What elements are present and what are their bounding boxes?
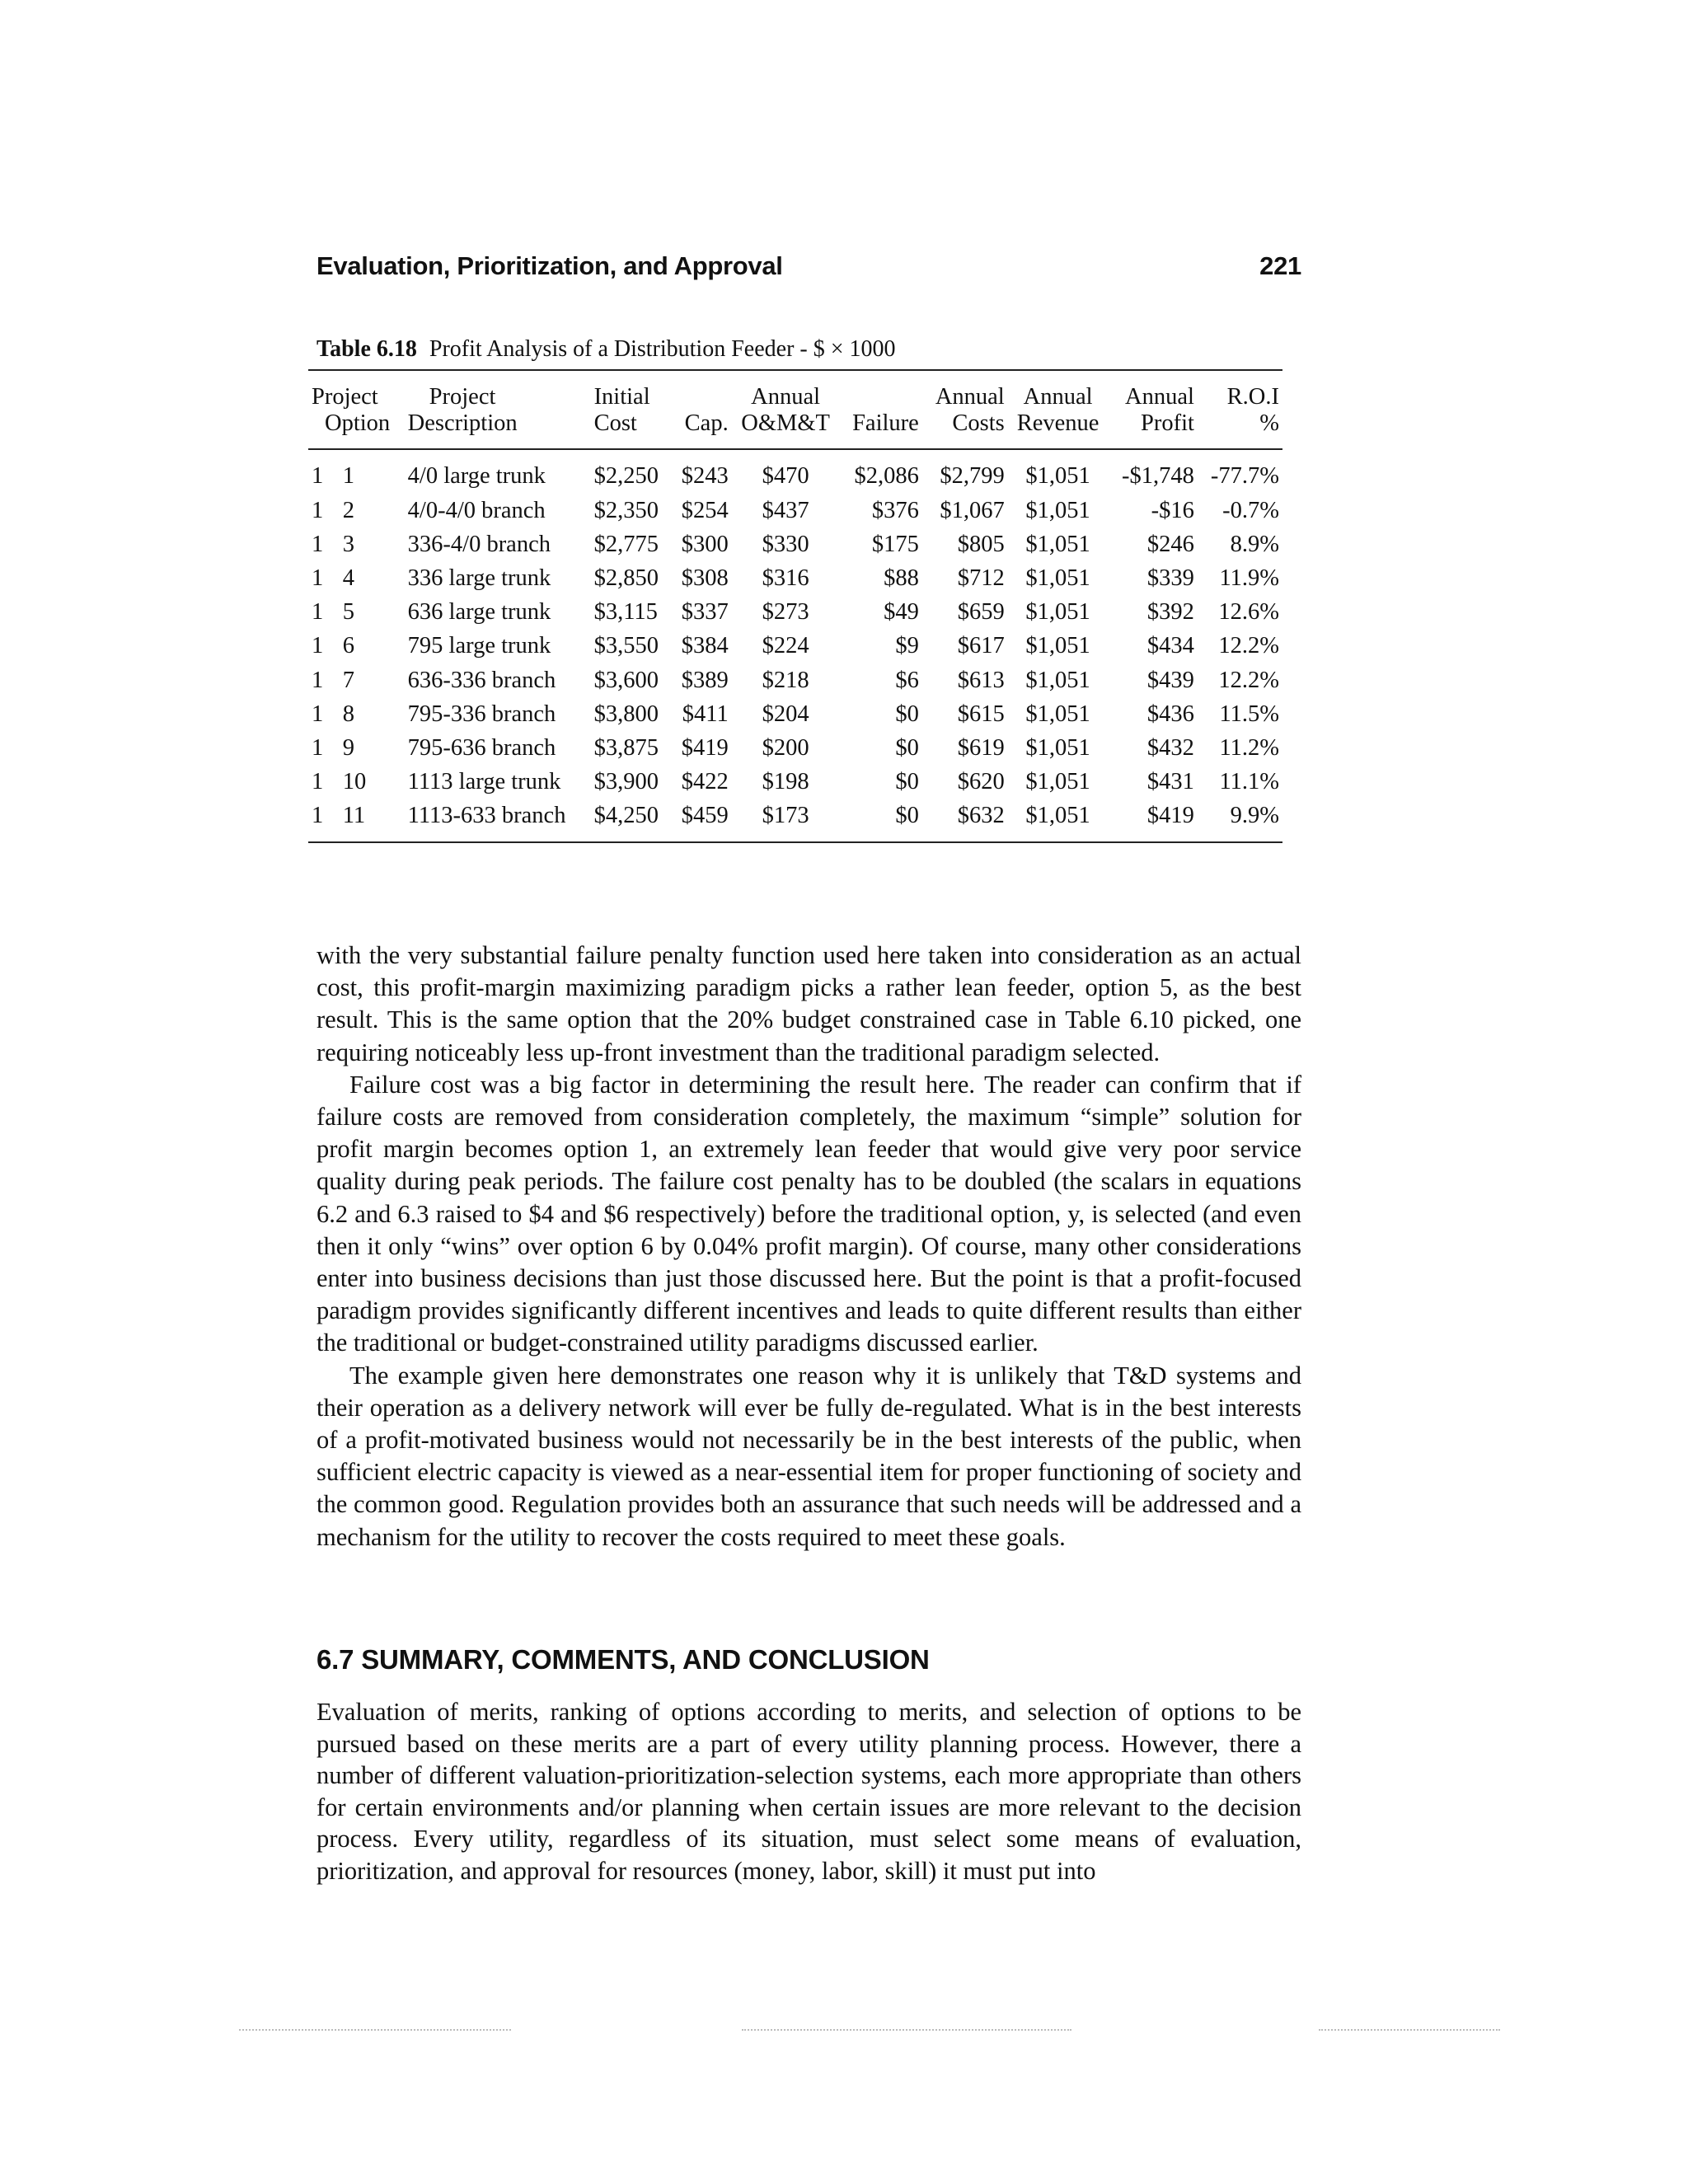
cell-omt: $273 — [762, 599, 809, 626]
table-header-row-bottom — [308, 410, 1282, 449]
header-annual-costs: Annual — [922, 370, 1008, 410]
cell-failure: $0 — [895, 701, 919, 727]
cell-initial-cost: $3,800 — [593, 701, 659, 727]
cell-cap: $337 — [681, 599, 729, 626]
cell-description: 4/0 large trunk — [407, 463, 546, 490]
profit-analysis-table — [308, 369, 1282, 843]
cell-description: 1113-633 branch — [405, 799, 591, 841]
header-failure — [839, 370, 921, 410]
header-initial-cost: Initial — [591, 370, 672, 410]
table-row — [308, 664, 1282, 698]
cell-option: 5 — [342, 599, 354, 626]
cell-costs: $632 — [922, 799, 1008, 841]
cell-revenue: $1,051 — [1025, 667, 1090, 693]
cell-project: 1 — [312, 463, 324, 490]
cell-failure: $175 — [871, 531, 919, 557]
cell-omt: $224 — [762, 633, 809, 659]
cell-roi: 11.9% — [1219, 565, 1279, 592]
cell-costs: $712 — [957, 565, 1005, 592]
cell-option: 8 — [342, 701, 354, 727]
cell-failure: $0 — [839, 799, 921, 841]
cell-costs: $617 — [957, 633, 1005, 659]
cell-project: 1 — [312, 497, 324, 523]
cell-revenue: $1,051 — [1008, 799, 1109, 841]
cell-costs: $615 — [957, 701, 1005, 727]
cell-profit: $339 — [1146, 565, 1194, 592]
scan-artifact-center — [742, 2029, 1071, 2032]
running-head — [316, 251, 1301, 281]
cell-option: 2 — [342, 497, 354, 523]
header-project-description: Project — [405, 370, 591, 410]
cell-profit: $419 — [1109, 799, 1198, 841]
table-row — [308, 698, 1282, 732]
cell-description: 4/0-4/0 branch — [407, 497, 546, 523]
cell-initial-cost: $2,350 — [593, 497, 659, 523]
header-annual-profit: Annual — [1109, 370, 1198, 410]
cell-omt: $204 — [762, 701, 809, 727]
section-body-text — [316, 1696, 1301, 1887]
cell-failure: $49 — [884, 599, 919, 626]
cell-revenue: $1,051 — [1025, 531, 1090, 557]
cell-cap: $254 — [681, 497, 729, 523]
cell-roi: 11.5% — [1219, 701, 1279, 727]
section-heading: 6.7 SUMMARY, COMMENTS, AND CONCLUSION — [316, 1644, 930, 1675]
cell-initial-cost: $4,250 — [591, 799, 672, 841]
table-caption — [316, 336, 896, 363]
cell-failure: $6 — [895, 667, 919, 693]
table-row — [308, 766, 1282, 799]
section-paragraph-1: Evaluation of merits, ranking of options according to merits, and selection of options to be pursued based on these merits are a part of every utility planning process. However, there a number of different valuation-prioritization-selection systems, each more appropriate than others for certain environments and/or planning when certain issues are more relevant to the decision process. Every utility, regardless of its situation, must select some means of evaluation, prioritization, and approval for resources (money, labor, skill) it must put into — [316, 1698, 1301, 1885]
cell-project: 1 — [312, 735, 324, 762]
header-failure-label: Failure — [839, 410, 921, 449]
header-omt-label: O&M&T — [732, 410, 840, 449]
cell-costs: $620 — [957, 769, 1005, 795]
cell-project: 1 — [312, 769, 324, 795]
cell-revenue: $1,051 — [1025, 565, 1090, 592]
cell-costs: $613 — [957, 667, 1005, 693]
cell-project: 1 — [312, 599, 324, 626]
header-costs-label: Costs — [922, 410, 1008, 449]
cell-omt: $437 — [762, 497, 809, 523]
cell-description: 795 large trunk — [407, 633, 551, 659]
header-roi: R.O.I — [1198, 370, 1282, 410]
table-row — [308, 494, 1282, 528]
table-body — [308, 449, 1282, 841]
table-caption-number: Table 6.18 — [316, 336, 417, 362]
header-roi-label: % — [1198, 410, 1282, 449]
cell-project: 1 — [312, 701, 324, 727]
table-row — [308, 562, 1282, 596]
page-number: 221 — [1259, 251, 1301, 280]
cell-option: 9 — [342, 735, 354, 762]
cell-roi: 11.1% — [1219, 769, 1279, 795]
cell-costs: $1,067 — [940, 497, 1005, 523]
cell-initial-cost: $2,850 — [593, 565, 659, 592]
table-header-row-top — [308, 370, 1282, 410]
body-text — [316, 940, 1301, 1554]
cell-roi: -0.7% — [1222, 497, 1279, 523]
cell-costs: $659 — [957, 599, 1005, 626]
cell-revenue: $1,051 — [1025, 497, 1090, 523]
cell-revenue: $1,051 — [1025, 735, 1090, 762]
cell-cap: $459 — [671, 799, 731, 841]
cell-failure: $0 — [895, 735, 919, 762]
cell-cap: $384 — [681, 633, 729, 659]
cell-option: 7 — [342, 667, 354, 693]
header-revenue-label: Revenue — [1008, 410, 1109, 449]
cell-omt: $330 — [762, 531, 809, 557]
cell-cap: $308 — [681, 565, 729, 592]
cell-description: 636-336 branch — [407, 667, 556, 693]
cell-profit: -$1,748 — [1122, 463, 1194, 490]
header-annual-omt: Annual — [732, 370, 840, 410]
cell-profit: $432 — [1146, 735, 1194, 762]
cell-description: 795-336 branch — [407, 701, 556, 727]
cell-omt: $198 — [762, 769, 809, 795]
cell-roi: 12.6% — [1218, 599, 1279, 626]
cell-profit: $439 — [1146, 667, 1194, 693]
cell-option: 4 — [342, 565, 354, 592]
cell-cap: $389 — [681, 667, 729, 693]
cell-roi: 11.2% — [1219, 735, 1279, 762]
cell-omt: $218 — [762, 667, 809, 693]
table-row — [308, 630, 1282, 663]
cell-profit: $434 — [1146, 633, 1194, 659]
cell-description: 336-4/0 branch — [407, 531, 551, 557]
table-row — [308, 799, 1282, 841]
cell-cap: $411 — [682, 701, 729, 727]
cell-omt: $200 — [762, 735, 809, 762]
body-paragraph-1: with the very substantial failure penalty function used here taken into consideration as an actual cost, this profit-margin maximizing paradigm picks a rather lean feeder, option 5, as the best result. This is the same option that the 20% budget constrained case in Table 6.10 picked, one requiring noticeably less up-front investment than the traditional paradigm selected. — [316, 941, 1301, 1066]
cell-failure: $2,086 — [854, 463, 919, 490]
cell-profit: -$16 — [1151, 497, 1194, 523]
cell-project: 1 — [312, 531, 324, 557]
cell-project: 1 — [308, 799, 340, 841]
cell-profit: $246 — [1146, 531, 1194, 557]
header-annual-revenue: Annual — [1008, 370, 1109, 410]
header-project-option: Project — [308, 370, 405, 410]
cell-revenue: $1,051 — [1025, 633, 1090, 659]
table-row — [308, 449, 1282, 494]
cell-description: 795-636 branch — [407, 735, 556, 762]
cell-revenue: $1,051 — [1025, 463, 1090, 490]
cell-revenue: $1,051 — [1025, 701, 1090, 727]
cell-costs: $805 — [957, 531, 1005, 557]
body-paragraph-3: The example given here demonstrates one reason why it is unlikely that T&D systems and their operation as a delivery network will ever be fully de-regulated. What is in the best interests of a profit-motivated business would not necessarily be in the best interests of the public, when sufficient electric capacity is viewed as a near-essential item for proper functioning of society and the common good. Regulation provides both an assurance that such needs will be addressed and a mechanism for the utility to recover the costs required to meet these goals. — [316, 1361, 1301, 1551]
cell-revenue: $1,051 — [1025, 769, 1090, 795]
table-row — [308, 596, 1282, 630]
cell-roi: 8.9% — [1230, 531, 1279, 557]
cell-omt: $173 — [732, 799, 840, 841]
cell-roi: 12.2% — [1218, 667, 1279, 693]
cell-omt: $316 — [762, 565, 809, 592]
cell-failure: $0 — [895, 769, 919, 795]
cell-initial-cost: $3,875 — [593, 735, 659, 762]
scan-artifact-right — [1319, 2029, 1500, 2032]
cell-project: 1 — [312, 633, 324, 659]
scan-artifact-left — [239, 2029, 511, 2032]
cell-description: 1113 large trunk — [407, 769, 561, 795]
cell-cap: $243 — [681, 463, 729, 490]
header-description: Description — [405, 410, 591, 449]
cell-project: 1 — [312, 667, 324, 693]
cell-failure: $9 — [895, 633, 919, 659]
cell-option: 6 — [342, 633, 354, 659]
cell-costs: $2,799 — [940, 463, 1005, 490]
cell-option: 3 — [342, 531, 354, 557]
cell-profit: $431 — [1146, 769, 1194, 795]
header-option: Option — [308, 410, 405, 449]
cell-initial-cost: $3,600 — [593, 667, 659, 693]
cell-cap: $422 — [681, 769, 729, 795]
table-row — [308, 732, 1282, 766]
cell-cap: $300 — [681, 531, 729, 557]
header-cap — [671, 370, 731, 410]
cell-omt: $470 — [762, 463, 809, 490]
running-head-title: Evaluation, Prioritization, and Approval — [316, 251, 783, 280]
cell-revenue: $1,051 — [1025, 599, 1090, 626]
cell-failure: $88 — [884, 565, 919, 592]
cell-option: 10 — [342, 769, 367, 795]
header-profit-label: Profit — [1109, 410, 1198, 449]
cell-description: 336 large trunk — [407, 565, 551, 592]
cell-cap: $419 — [681, 735, 729, 762]
cell-initial-cost: $2,250 — [593, 463, 659, 490]
cell-initial-cost: $3,550 — [593, 633, 659, 659]
cell-profit: $436 — [1146, 701, 1194, 727]
cell-option: 11 — [340, 799, 405, 841]
header-cost: Cost — [591, 410, 672, 449]
table-caption-text: Profit Analysis of a Distribution Feeder - $ × 1000 — [429, 336, 896, 362]
cell-description: 636 large trunk — [407, 599, 551, 626]
cell-costs: $619 — [957, 735, 1005, 762]
cell-failure: $376 — [871, 497, 919, 523]
cell-initial-cost: $3,900 — [593, 769, 659, 795]
cell-initial-cost: $2,775 — [593, 531, 659, 557]
body-paragraph-2: Failure cost was a big factor in determining the result here. The reader can confirm that if failure costs are removed from consideration completely, the maximum “simple” solution for profit margin becomes option 1, an extremely lean feeder that would give very poor service quality during peak periods. The failure cost penalty has to be doubled (the scalars in equations 6.2 and 6.3 raised to $4 and $6 respectively) before the traditional option, y, is selected (and even then it only “wins” over option 6 by 0.04% profit margin). Of course, many other considerations enter into business decisions than just those discussed here. But the point is that a profit-focused paradigm provides significantly different incentives and leads to quite different results than either the traditional or budget-constrained utility paradigms discussed earlier. — [316, 1070, 1301, 1357]
cell-project: 1 — [312, 565, 324, 592]
cell-roi: 9.9% — [1198, 799, 1282, 841]
cell-option: 1 — [342, 463, 354, 490]
cell-initial-cost: $3,115 — [593, 599, 658, 626]
header-cap-label: Cap. — [671, 410, 731, 449]
table-row — [308, 528, 1282, 562]
cell-profit: $392 — [1146, 599, 1194, 626]
cell-roi: 12.2% — [1218, 633, 1279, 659]
cell-roi: -77.7% — [1210, 463, 1279, 490]
